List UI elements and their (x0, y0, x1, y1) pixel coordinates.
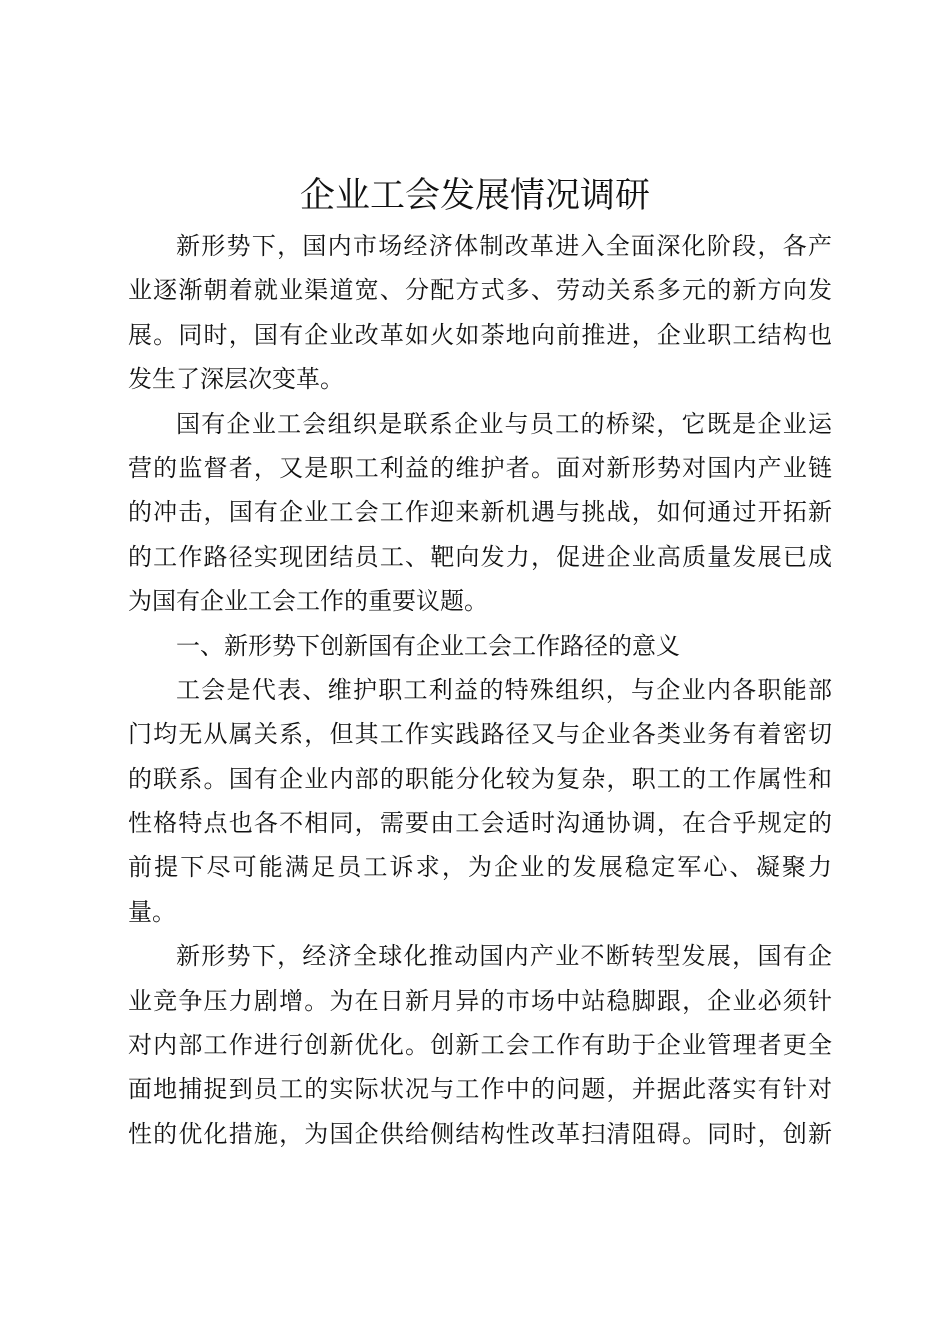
paragraph-line: 门均无从属关系，但其工作实践路径又与企业各类业务有着密切 (128, 720, 832, 749)
paragraph-line: 性的优化措施，为国企供给侧结构性改革扫清阻碍。同时，创新 (128, 1119, 832, 1148)
paragraph-line: 的工作路径实现团结员工、靶向发力，促进企业高质量发展已成 (128, 542, 832, 571)
paragraph-3 (128, 668, 832, 934)
paragraph-4 (128, 934, 832, 1156)
paragraph-line: 新形势下，经济全球化推动国内产业不断转型发展，国有企 (176, 942, 832, 971)
paragraph-line: 为国有企业工会工作的重要议题。 (128, 587, 488, 616)
paragraph-line: 性格特点也各不相同，需要由工会适时沟通协调，在合乎规定的 (128, 809, 832, 838)
section-heading-text: 一、新形势下创新国有企业工会工作路径的意义 (176, 631, 680, 660)
document-title: 企业工会发展情况调研 (299, 176, 650, 216)
paragraph-line: 发生了深层次变革。 (128, 365, 344, 394)
paragraph-line: 业逐渐朝着就业渠道宽、分配方式多、劳动关系多元的新方向发 (128, 276, 832, 305)
paragraph-line: 营的监督者，又是职工利益的维护者。面对新形势对国内产业链 (128, 453, 832, 482)
paragraph-line: 前提下尽可能满足员工诉求，为企业的发展稳定军心、凝聚力 (128, 853, 832, 882)
paragraph-line: 国有企业工会组织是联系企业与员工的桥梁，它既是企业运 (176, 409, 832, 438)
paragraph-line: 对内部工作进行创新优化。创新工会工作有助于企业管理者更全 (128, 1031, 832, 1060)
paragraph-line: 展。同时，国有企业改革如火如荼地向前推进，企业职工结构也 (128, 320, 832, 349)
paragraph-line: 的联系。国有企业内部的职能分化较为复杂，职工的工作属性和 (128, 764, 832, 793)
paragraph-line: 的冲击，国有企业工会工作迎来新机遇与挑战，如何通过开拓新 (128, 498, 832, 527)
paragraph-line: 业竞争压力剧增。为在日新月异的市场中站稳脚跟，企业必须针 (128, 986, 832, 1015)
paragraph-2 (128, 402, 832, 624)
section-heading (128, 624, 832, 668)
document-body (128, 224, 832, 1156)
paragraph-line: 面地捕捉到员工的实际状况与工作中的问题，并据此落实有针对 (128, 1075, 832, 1104)
paragraph-1 (128, 224, 832, 402)
paragraph-line: 工会是代表、维护职工利益的特殊组织，与企业内各职能部 (176, 675, 832, 704)
paragraph-line: 新形势下，国内市场经济体制改革进入全面深化阶段，各产 (176, 232, 832, 260)
paragraph-line: 量。 (128, 897, 176, 926)
